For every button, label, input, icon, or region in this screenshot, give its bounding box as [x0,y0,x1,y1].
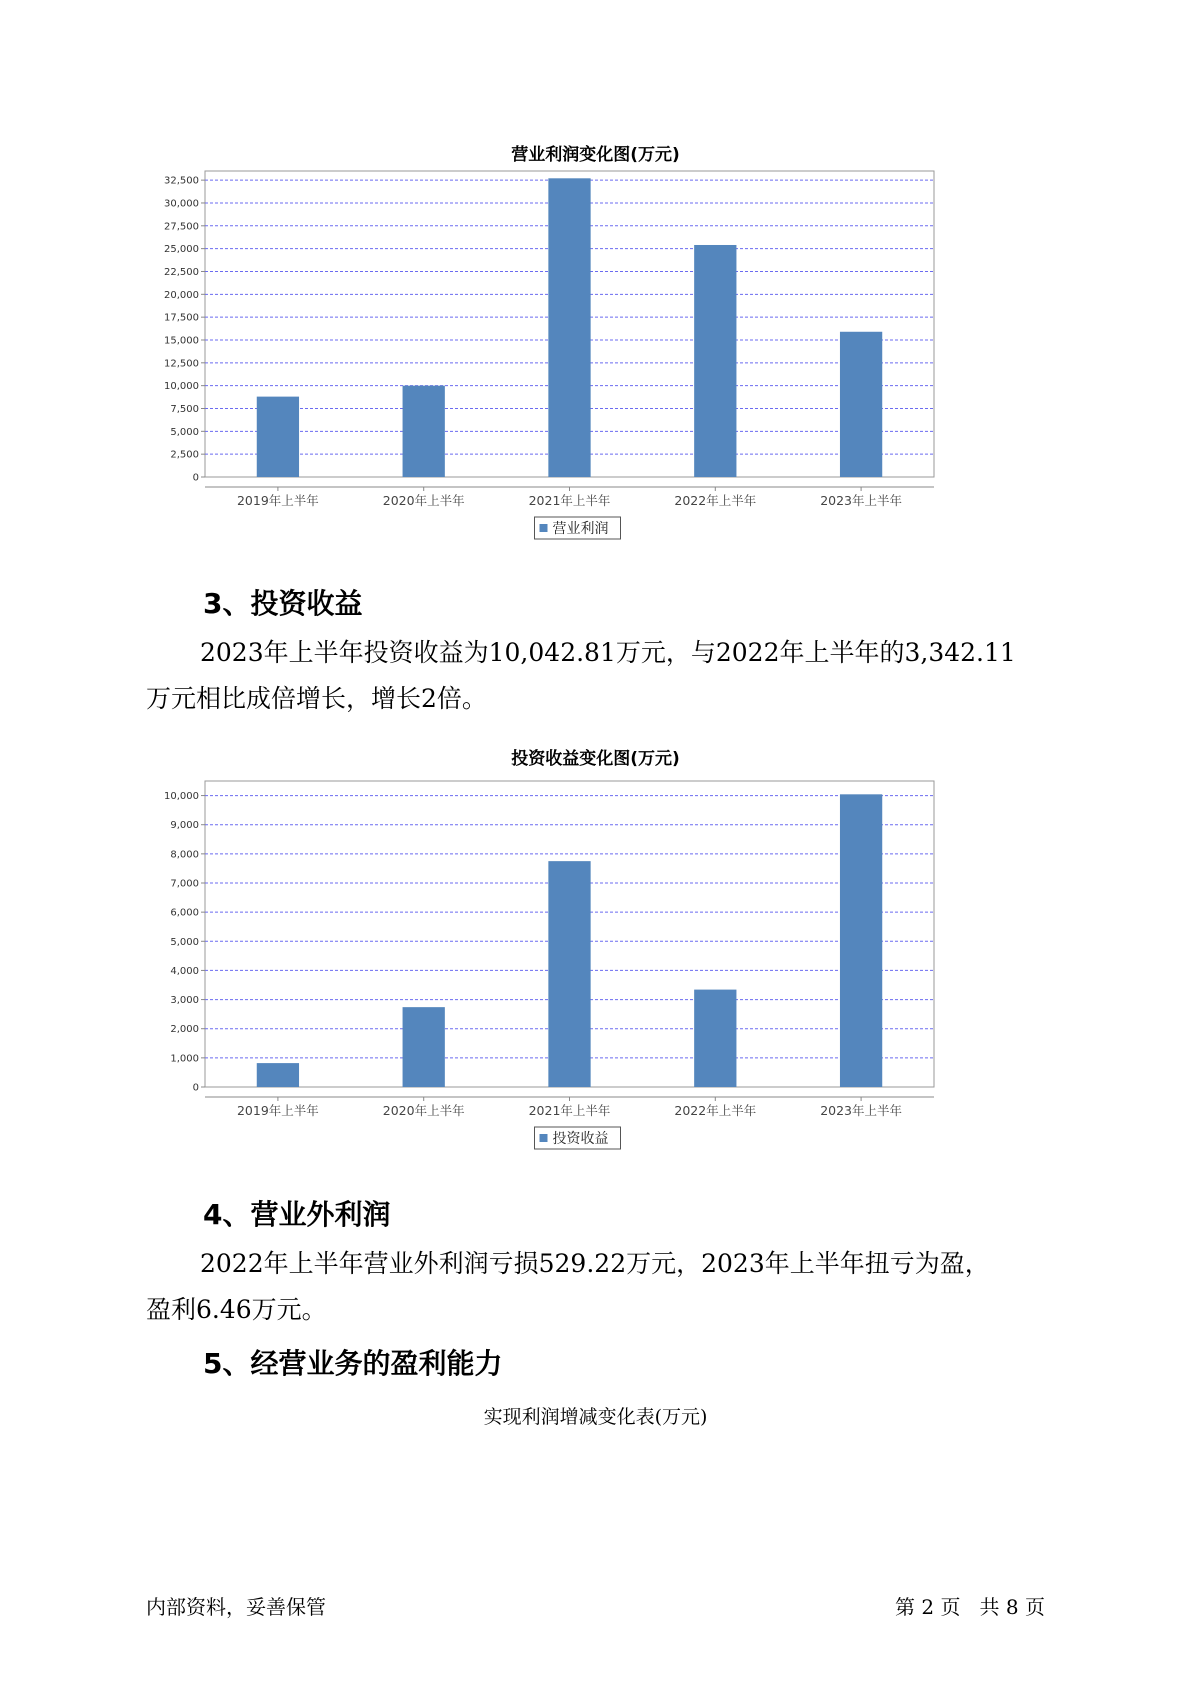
paragraph-line: 万元相比成倍增长，增长2倍。 [146,684,487,713]
legend-swatch [540,524,548,532]
y-tick-label: 5,000 [170,426,199,438]
y-tick-label: 22,500 [164,266,199,278]
y-tick-label: 15,000 [164,335,199,347]
y-tick-label: 27,500 [164,221,199,233]
y-tick-label: 1,000 [170,1053,199,1065]
x-tick-label: 2019年上半年 [236,1103,319,1118]
paragraph-non-operating-profit [146,1241,1066,1333]
bar [403,386,445,477]
footer-page-number: 第 2 页 共 8 页 [895,1595,1045,1619]
y-tick-label: 20,000 [164,289,199,301]
y-tick-label: 7,500 [170,403,199,415]
y-tick-label: 7,000 [170,878,199,890]
paragraph-investment-income [146,630,1066,722]
y-tick-label: 17,500 [164,312,199,324]
chart-title-investment-income: 投资收益变化图(万元) [511,749,680,769]
bar [548,178,590,477]
y-tick-label: 9,000 [170,820,199,832]
bar [403,1007,445,1087]
bar [840,794,882,1087]
y-tick-label: 30,000 [164,198,199,210]
chart-title-operating-profit: 营业利润变化图(万元) [511,145,680,165]
legend-swatch [540,1134,548,1142]
x-tick-label: 2022年上半年 [674,493,757,508]
legend-label: 营业利润 [552,521,609,537]
bar [840,332,882,477]
y-tick-label: 3,000 [170,995,199,1007]
table-caption: 实现利润增减变化表(万元) [483,1406,708,1428]
bar [257,397,299,477]
x-tick-label: 2021年上半年 [528,1103,611,1118]
y-tick-label: 0 [192,1082,199,1094]
y-tick-label: 5,000 [170,936,199,948]
y-tick-label: 10,000 [164,381,199,393]
x-tick-label: 2020年上半年 [382,1103,465,1118]
section-heading-non-operating-profit: 4、营业外利润 [203,1198,391,1231]
y-tick-label: 2,500 [170,449,199,461]
y-tick-label: 2,000 [170,1024,199,1036]
x-tick-label: 2019年上半年 [236,493,319,508]
x-tick-label: 2022年上半年 [674,1103,757,1118]
y-tick-label: 0 [192,472,199,484]
y-tick-label: 32,500 [164,175,199,187]
paragraph-line: 2022年上半年营业外利润亏损529.22万元，2023年上半年扭亏为盈， [200,1249,990,1278]
operating-profit-chart [150,165,1030,605]
y-tick-label: 25,000 [164,244,199,256]
y-tick-label: 8,000 [170,849,199,861]
bar [548,861,590,1087]
bar [257,1063,299,1087]
paragraph-line: 盈利6.46万元。 [146,1295,327,1324]
bar [694,990,736,1087]
x-tick-label: 2023年上半年 [820,1103,903,1118]
bar [694,245,736,477]
section-heading-investment-income: 3、投资收益 [203,587,363,620]
paragraph-line: 2023年上半年投资收益为10,042.81万元，与2022年上半年的3,342.11 [200,638,1016,667]
y-tick-label: 4,000 [170,965,199,977]
legend-label: 投资收益 [552,1131,609,1147]
x-tick-label: 2023年上半年 [820,493,903,508]
y-tick-label: 12,500 [164,358,199,370]
footer-confidential-note: 内部资料，妥善保管 [146,1595,326,1619]
section-heading-profitability: 5、经营业务的盈利能力 [203,1347,503,1380]
x-tick-label: 2021年上半年 [528,493,611,508]
x-tick-label: 2020年上半年 [382,493,465,508]
investment-income-chart [150,775,1030,1215]
y-tick-label: 6,000 [170,907,199,919]
y-tick-label: 10,000 [164,791,199,803]
